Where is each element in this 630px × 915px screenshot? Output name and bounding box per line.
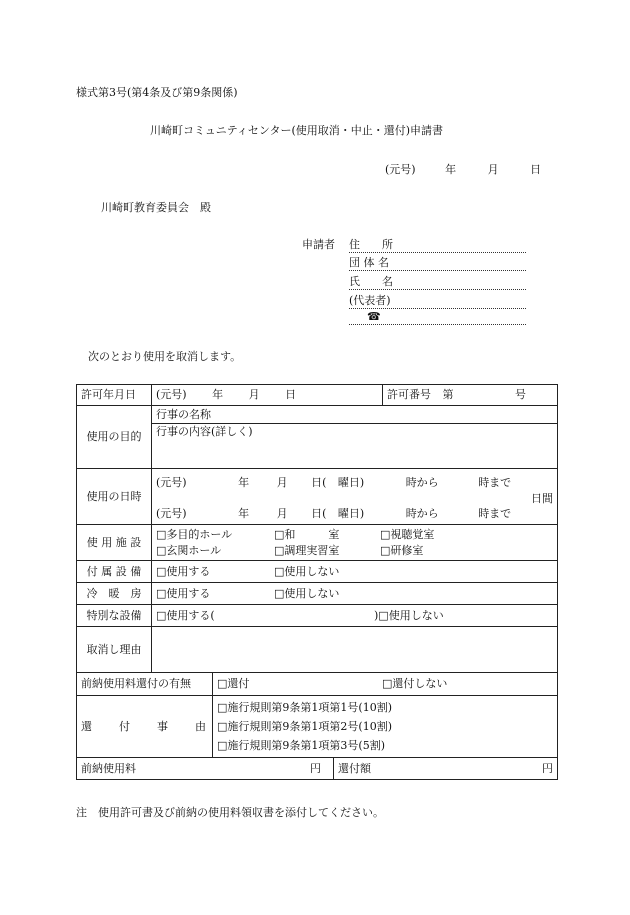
event-detail-field[interactable]: [152, 424, 558, 469]
date-day: 日: [530, 163, 542, 176]
group-label: 団 体 名: [349, 256, 389, 269]
refund-yes-checkbox[interactable]: □ 還付: [217, 676, 382, 692]
cancel-form-table: [76, 384, 558, 780]
date-era: (元号): [385, 163, 416, 176]
dt2-weekday: 曜日): [337, 506, 365, 520]
addressee: 川崎町教育委員会 殿: [101, 201, 211, 214]
representative-label: (代表者): [349, 294, 391, 307]
dt2-day: 日(: [311, 506, 327, 520]
facility-checkbox-av-room[interactable]: □ 視聴覚室: [380, 527, 434, 543]
refund-no-checkbox[interactable]: □ 還付しない: [382, 676, 447, 692]
refund-reason-label: [77, 696, 213, 758]
refund-reason-checkbox-3[interactable]: □ 施行規則第9条第1項第3号(5割): [217, 736, 553, 755]
refund-reason-char-3: 事: [157, 719, 168, 733]
accessory-use-checkbox[interactable]: □ 使用する: [156, 564, 274, 580]
date-line: [385, 161, 541, 177]
facility-checkbox-entrance-hall[interactable]: □ 玄関ホール: [156, 543, 274, 559]
permit-no-label: 許可番号: [387, 388, 432, 401]
address-label: 住 所: [349, 238, 393, 251]
refund-reason-char-2: 付: [119, 719, 130, 733]
refund-reason-char-4: 由: [195, 719, 206, 733]
intro-text: 次のとおり使用を取消します。: [88, 350, 242, 363]
dt2-to: 時まで: [478, 506, 512, 520]
facility-options: [152, 525, 558, 561]
applicant-name-field[interactable]: [349, 273, 526, 290]
permit-era: (元号): [156, 388, 187, 401]
refund-yen: 円: [542, 761, 554, 775]
heating-options: [152, 583, 558, 605]
refund-reason-checkbox-1[interactable]: □ 施行規則第9条第1項第1号(10割): [217, 698, 553, 717]
form-number: 様式第3号(第4条及び第9条関係): [76, 86, 238, 99]
facility-checkbox-multipurpose[interactable]: □ 多目的ホール: [156, 527, 274, 543]
refund-presence-options: [213, 673, 558, 696]
facility-checkbox-cooking-room[interactable]: □ 調理実習室: [274, 543, 380, 559]
refund-reason-options: [213, 696, 558, 758]
datetime-field[interactable]: [152, 469, 558, 525]
dt2-from: 時から: [405, 506, 439, 520]
refund-presence-label: 前納使用料還付の有無: [77, 673, 213, 696]
dt2-year: 年: [238, 506, 250, 520]
heating-nouse-checkbox[interactable]: □ 使用しない: [274, 586, 339, 602]
special-use-checkbox[interactable]: □ 使用する(: [156, 608, 374, 624]
footnote: 注 使用許可書及び前納の使用料領収書を添付してください。: [76, 806, 384, 819]
permit-date-field[interactable]: [152, 385, 383, 406]
telephone-icon: ☎: [367, 310, 381, 323]
prepaid-fee-label: 前納使用料: [81, 761, 136, 775]
permit-day: 日: [285, 388, 297, 401]
permit-no-field[interactable]: [383, 385, 558, 406]
purpose-label: 使用の目的: [77, 406, 152, 469]
permit-no-suffix: 号: [515, 388, 527, 401]
dt1-era: (元号): [156, 475, 187, 489]
event-name-field[interactable]: [152, 406, 558, 424]
facility-label: 使 用 施 設: [77, 525, 152, 561]
dt1-day: 日(: [311, 475, 327, 489]
cancel-reason-field[interactable]: [152, 627, 558, 673]
permit-date-label: 許可年月日: [77, 385, 152, 406]
refund-amount-field[interactable]: [334, 758, 558, 780]
name-label: 氏 名: [349, 275, 393, 288]
dt2-era: (元号): [156, 506, 187, 520]
heating-label: 冷 暖 房: [77, 583, 152, 605]
date-year: 年: [445, 163, 457, 176]
datetime-label: 使用の日時: [77, 469, 152, 525]
applicant-representative-field[interactable]: [349, 292, 526, 309]
applicant-group-field[interactable]: [349, 254, 526, 271]
permit-year: 年: [212, 388, 224, 401]
date-month: 月: [487, 163, 499, 176]
days-label: 日間: [531, 491, 554, 505]
special-nouse-checkbox[interactable]: □ 使用しない: [378, 608, 443, 624]
refund-reason-checkbox-2[interactable]: □ 施行規則第9条第1項第2号(10割): [217, 717, 553, 736]
facility-checkbox-training-room[interactable]: □ 研修室: [380, 543, 423, 559]
refund-amount-label: 還付額: [338, 761, 371, 775]
heating-use-checkbox[interactable]: □ 使用する: [156, 586, 274, 602]
applicant-label: 申請者: [302, 238, 335, 251]
dt2-month: 月: [276, 506, 288, 520]
applicant-address-field[interactable]: [349, 236, 526, 253]
accessory-options: [152, 561, 558, 583]
refund-reason-char-1: 還: [81, 719, 92, 733]
prepaid-fee-field[interactable]: [77, 758, 334, 780]
dt1-year: 年: [238, 475, 250, 489]
special-options: [152, 605, 558, 627]
accessory-nouse-checkbox[interactable]: □ 使用しない: [274, 564, 339, 580]
permit-no-prefix: 第: [442, 388, 454, 401]
permit-month: 月: [248, 388, 260, 401]
event-detail-label: 行事の内容(詳しく): [156, 425, 253, 438]
dt1-from: 時から: [405, 475, 439, 489]
special-close-paren: ): [374, 608, 379, 622]
accessory-label: 付 属 設 備: [77, 561, 152, 583]
dt1-month: 月: [276, 475, 288, 489]
event-name-label: 行事の名称: [156, 407, 211, 421]
facility-checkbox-japanese-room[interactable]: □ 和 室: [274, 527, 380, 543]
cancel-reason-label: 取消し理由: [77, 627, 152, 673]
applicant-phone-field[interactable]: [349, 310, 526, 325]
dt1-weekday: 曜日): [337, 475, 365, 489]
prepaid-yen: 円: [310, 761, 321, 775]
special-label: 特別な設備: [77, 605, 152, 627]
dt1-to: 時まで: [478, 475, 512, 489]
form-title: 川崎町コミュニティセンター(使用取消・中止・還付)申請書: [150, 124, 444, 137]
